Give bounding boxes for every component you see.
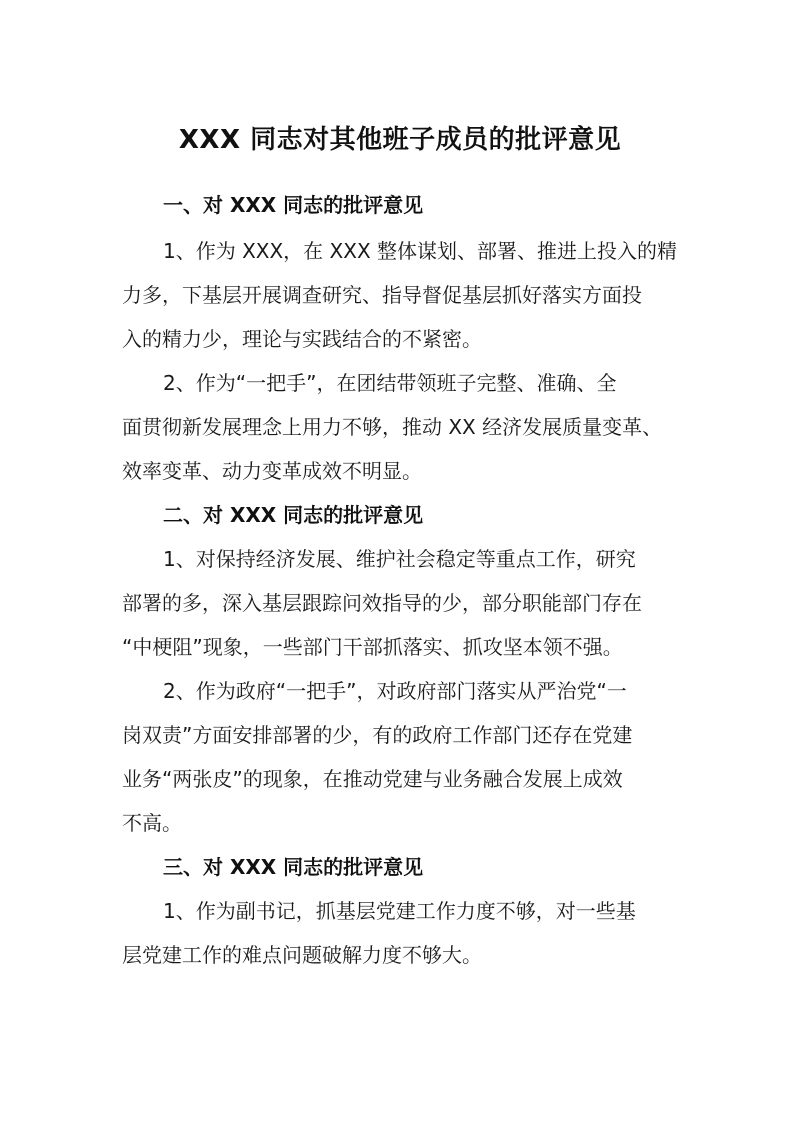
paragraph-line: 1、作为副书记，抓基层党建工作力度不够，对一些基 (163, 899, 636, 923)
paragraph-line: 1、作为 XXX，在 XXX 整体谋划、部署、推进上投入的精 (163, 239, 678, 263)
paragraph-line: 面贯彻新发展理念上用力不够，推动 XX 经济发展质量变革、 (122, 415, 663, 439)
paragraph-line: 2、作为“一把手”，在团结带领班子完整、准确、全 (163, 371, 617, 395)
section-heading-1: 一、对 XXX 同志的批评意见 (163, 193, 424, 217)
paragraph-line: 部署的多，深入基层跟踪问效指导的少，部分职能部门存在 (122, 591, 642, 615)
paragraph-line: 2、作为政府“一把手”，对政府部门落实从严治党“一 (163, 679, 627, 703)
section-heading-3: 三、对 XXX 同志的批评意见 (163, 855, 424, 879)
paragraph-line: 入的精力少，理论与实践结合的不紧密。 (122, 327, 482, 351)
paragraph-line: 效率变革、动力变革成效不明显。 (122, 459, 422, 483)
paragraph-line: 岗双责”方面安排部署的少，有的政府工作部门还存在党建 (122, 723, 633, 747)
document-title: XXX 同志对其他班子成员的批评意见 (178, 125, 622, 155)
paragraph-line: 1、对保持经济发展、维护社会稳定等重点工作，研究 (163, 547, 636, 571)
paragraph-line: 层党建工作的难点问题破解力度不够大。 (122, 943, 482, 967)
section-heading-2: 二、对 XXX 同志的批评意见 (163, 503, 424, 527)
paragraph-line: 业务“两张皮”的现象，在推动党建与业务融合发展上成效 (122, 767, 623, 791)
paragraph-line: 不高。 (122, 811, 182, 835)
paragraph-line: “中梗阻”现象，一些部门干部抓落实、抓攻坚本领不强。 (122, 635, 623, 659)
paragraph-line: 力多，下基层开展调查研究、指导督促基层抓好落实方面投 (122, 283, 642, 307)
